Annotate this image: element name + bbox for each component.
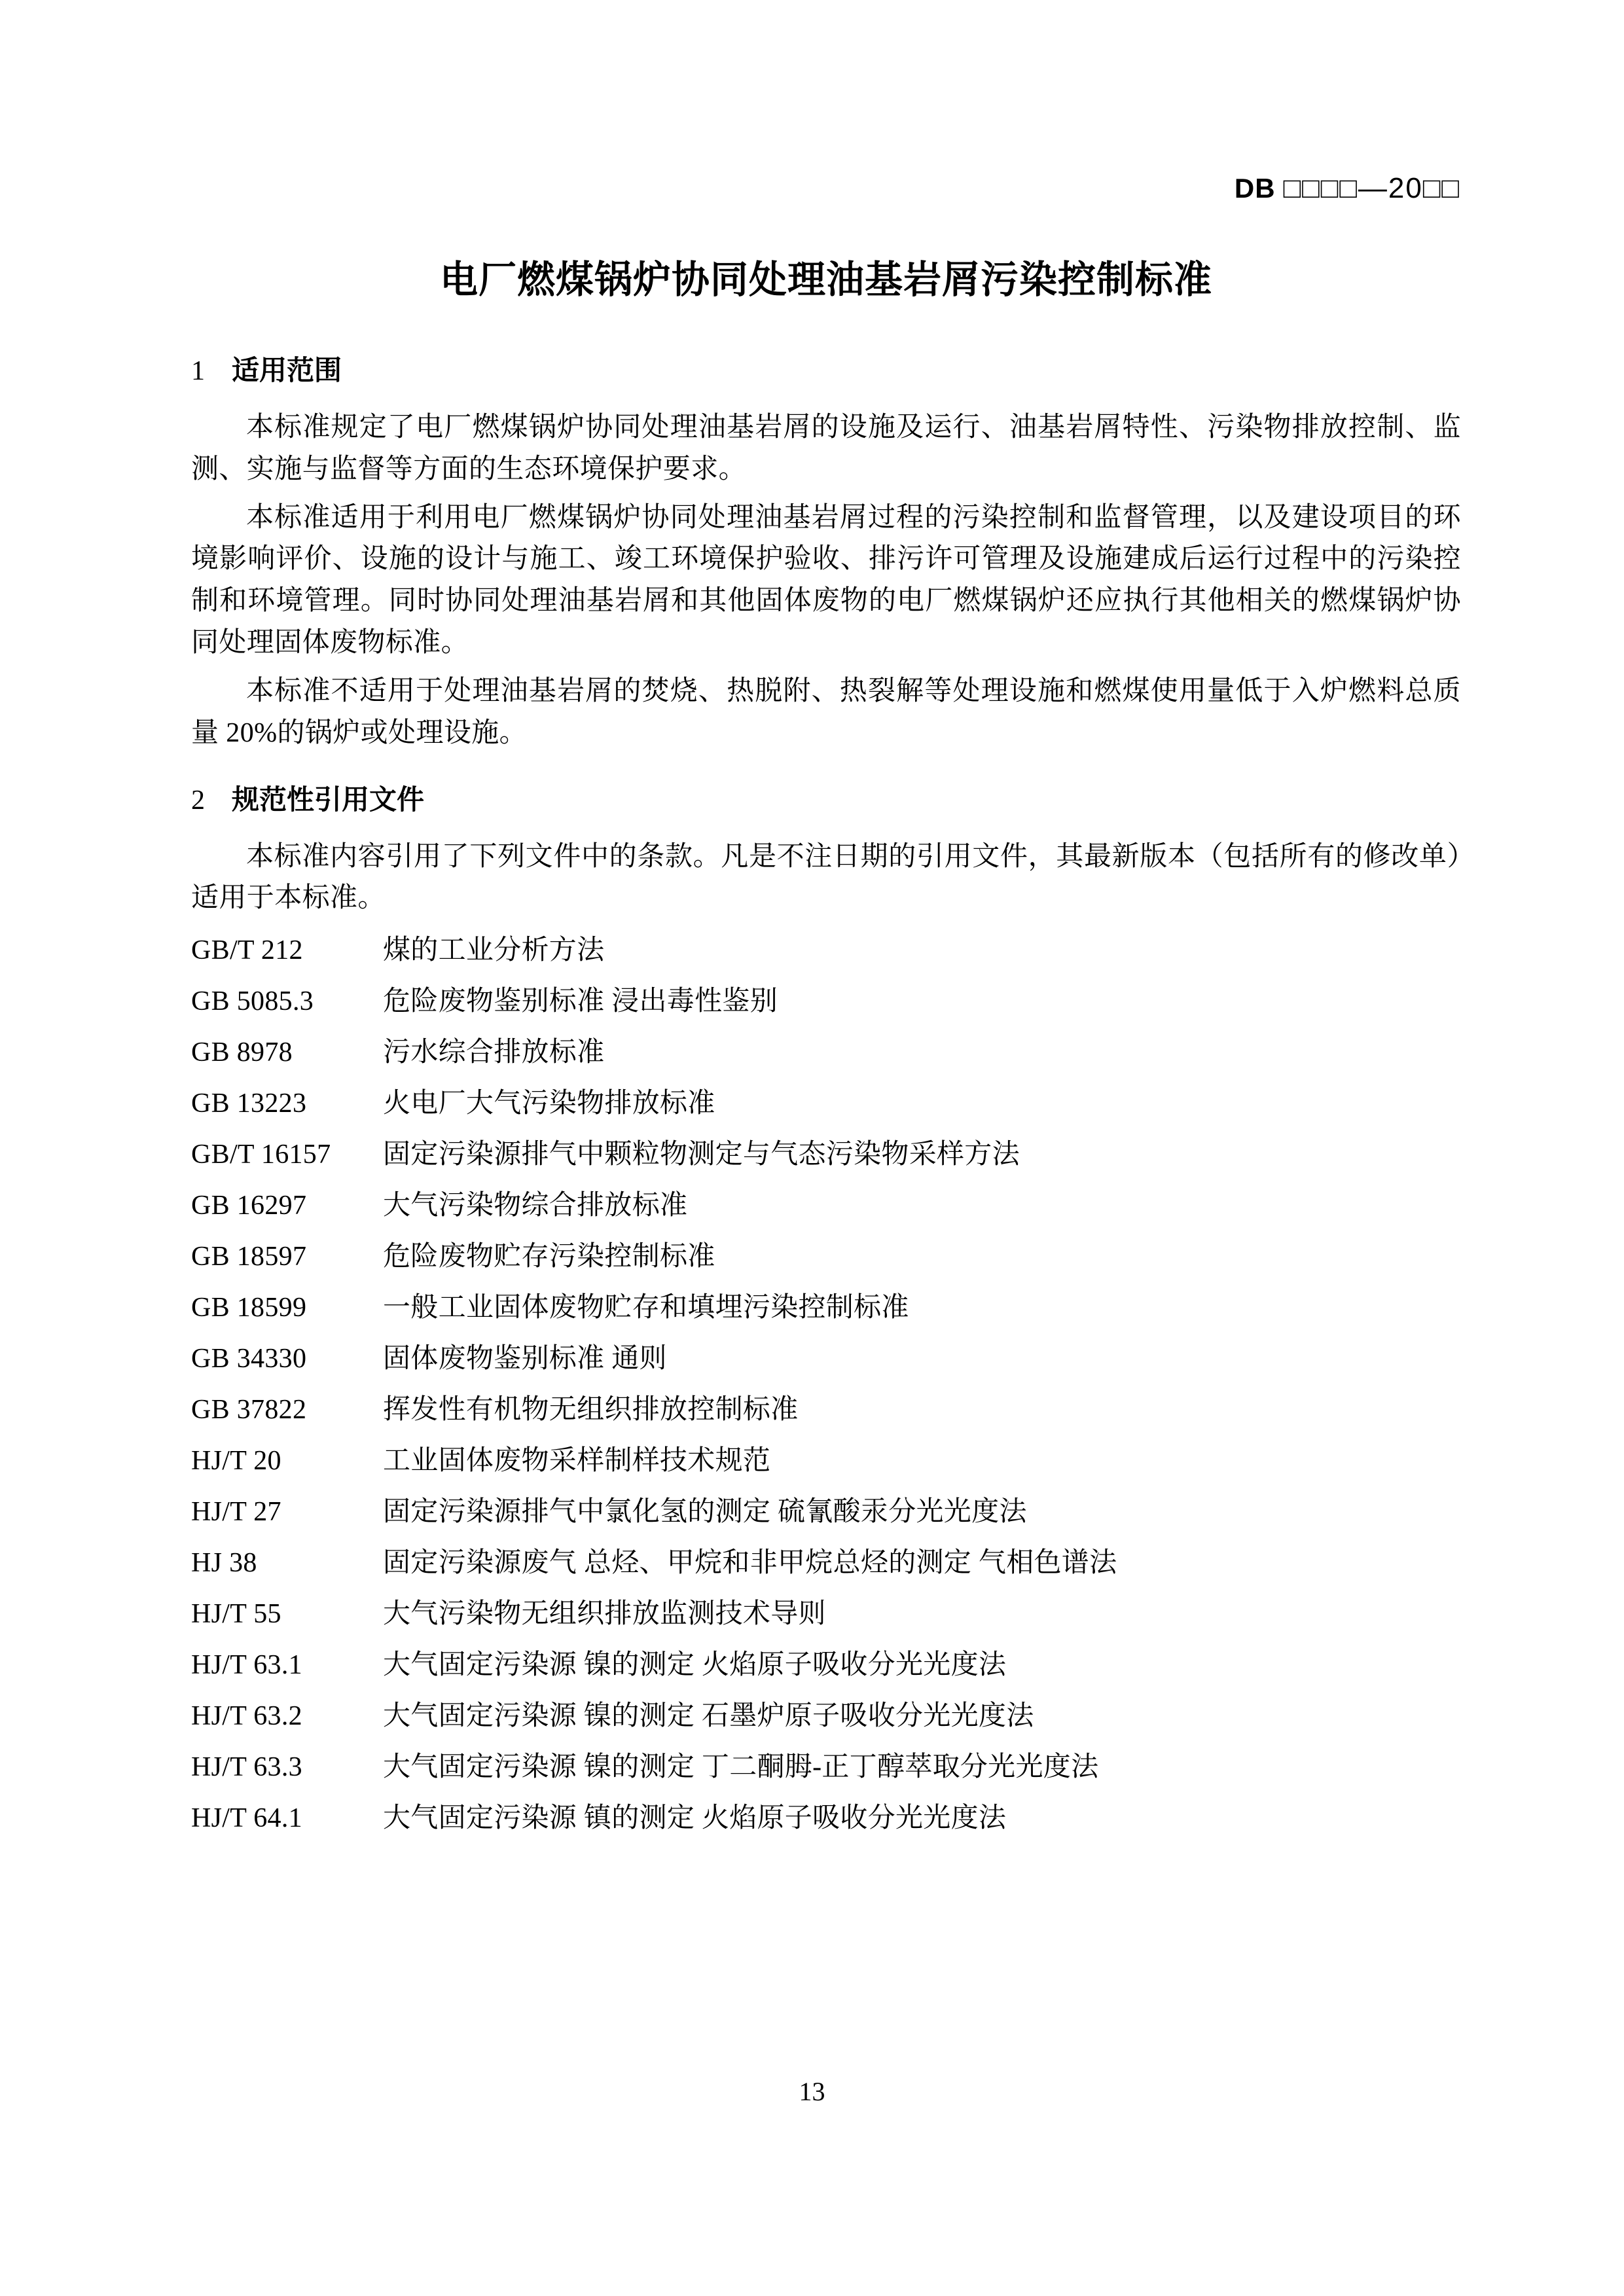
reference-code: GB 5085.3 <box>191 986 314 1017</box>
reference-title: 大气固定污染源 镍的测定 石墨炉原子吸收分光光度法 <box>383 1701 1034 1732</box>
reference-code: GB 34330 <box>191 1344 307 1374</box>
reference-title: 污水综合排放标准 <box>383 1037 605 1068</box>
reference-title: 危险废物鉴别标准 浸出毒性鉴别 <box>383 986 778 1017</box>
reference-code: HJ/T 63.2 <box>191 1701 302 1732</box>
reference-item <box>191 1090 1461 1141</box>
section-number-1: 1 <box>191 356 205 386</box>
section-heading-1 <box>191 357 1461 385</box>
reference-item <box>191 1243 1461 1294</box>
section-2-paragraph-1: 本标准内容引用了下列文件中的条款。凡是不注日期的引用文件，其最新版本（包括所有的修改单）适用于本标准。 <box>191 841 1461 914</box>
section-1-paragraph-3: 本标准不适用于处理油基岩屑的焚烧、热脱附、热裂解等处理设施和燃煤使用量低于入炉燃料总质量 20%的锅炉或处理设施。 <box>191 675 1461 748</box>
reference-title: 大气固定污染源 镍的测定 火焰原子吸收分光光度法 <box>383 1650 1007 1681</box>
reference-title: 大气固定污染源 镍的测定 丁二酮胟-正丁醇萃取分光光度法 <box>383 1752 1099 1783</box>
reference-code: GB 18597 <box>191 1242 307 1272</box>
spacer <box>191 491 1461 497</box>
reference-item <box>191 1447 1461 1498</box>
reference-code: HJ/T 20 <box>191 1446 281 1477</box>
reference-item <box>191 1141 1461 1192</box>
reference-item <box>191 1804 1461 1856</box>
reference-item <box>191 1702 1461 1753</box>
reference-code: HJ/T 27 <box>191 1497 281 1528</box>
reference-code: GB/T 16157 <box>191 1139 331 1170</box>
reference-code: HJ/T 64.1 <box>191 1803 302 1834</box>
spacer <box>191 664 1461 671</box>
page-number: 13 <box>799 2077 825 2106</box>
reference-code: GB 37822 <box>191 1395 307 1426</box>
reference-item <box>191 1396 1461 1447</box>
reference-title: 固体废物鉴别标准 通则 <box>383 1344 667 1374</box>
reference-item <box>191 1753 1461 1804</box>
reference-title: 固定污染源排气中颗粒物测定与气态污染物采样方法 <box>383 1139 1020 1170</box>
spacer <box>191 755 1461 786</box>
reference-title: 固定污染源排气中氯化氢的测定 硫氰酸汞分光光度法 <box>383 1497 1027 1528</box>
reference-item <box>191 1498 1461 1549</box>
standard-designation-header <box>191 171 1460 206</box>
section-1-paragraph-2: 本标准适用于利用电厂燃煤锅炉协同处理油基岩屑过程的污染控制和监督管理，以及建设项目的环境影响评价、设施的设计与施工、竣工环境保护验收、排污许可管理及设施建成后运行过程中的污染控制和环境管理。同时协同处理油基岩屑和其他固体废物的电厂燃煤锅炉还应执行其他相关的燃煤锅炉协同处理固体废物标准。 <box>191 502 1461 658</box>
reference-title: 大气固定污染源 镇的测定 火焰原子吸收分光光度法 <box>383 1803 1007 1834</box>
reference-item <box>191 1549 1461 1600</box>
reference-item <box>191 1294 1461 1345</box>
document-title: 电厂燃煤锅炉协同处理油基岩屑污染控制标准 <box>439 259 1212 301</box>
section-number-2: 2 <box>191 785 205 816</box>
reference-item <box>191 1600 1461 1651</box>
reference-code: GB/T 212 <box>191 935 303 966</box>
spacer <box>191 920 1461 937</box>
reference-title: 火电厂大气污染物排放标准 <box>383 1088 715 1119</box>
reference-item <box>191 988 1461 1039</box>
document-body <box>191 357 1461 1856</box>
reference-code: HJ 38 <box>191 1548 257 1579</box>
reference-item <box>191 1345 1461 1396</box>
reference-code: HJ/T 55 <box>191 1599 281 1630</box>
spacer <box>191 814 1461 836</box>
reference-title: 煤的工业分析方法 <box>383 935 605 966</box>
reference-item <box>191 1651 1461 1702</box>
reference-code: GB 16297 <box>191 1191 307 1221</box>
reference-code: GB 8978 <box>191 1037 293 1068</box>
reference-item <box>191 1192 1461 1243</box>
spacer <box>191 385 1461 407</box>
reference-title: 固定污染源废气 总烃、甲烷和非甲烷总烃的测定 气相色谱法 <box>383 1548 1117 1579</box>
section-title-1: 适用范围 <box>232 355 342 386</box>
reference-title: 大气污染物综合排放标准 <box>383 1191 688 1221</box>
reference-title: 挥发性有机物无组织排放控制标准 <box>383 1395 799 1426</box>
reference-code: HJ/T 63.1 <box>191 1650 302 1681</box>
normative-reference-list <box>191 937 1461 1856</box>
reference-code: HJ/T 63.3 <box>191 1752 302 1783</box>
reference-title: 一般工业固体废物贮存和填埋污染控制标准 <box>383 1293 909 1323</box>
standard-prefix: DB <box>1234 173 1276 204</box>
standard-code: □□□□—20□□ <box>1283 172 1460 204</box>
section-1-paragraph-1: 本标准规定了电厂燃煤锅炉协同处理油基岩屑的设施及运行、油基岩屑特性、污染物排放控制、监测、实施与监督等方面的生态环境保护要求。 <box>191 412 1461 484</box>
reference-code: GB 18599 <box>191 1293 307 1323</box>
reference-title: 工业固体废物采样制样技术规范 <box>383 1446 771 1477</box>
reference-title: 危险废物贮存污染控制标准 <box>383 1242 715 1272</box>
reference-item <box>191 937 1461 988</box>
reference-code: GB 13223 <box>191 1088 307 1119</box>
reference-item <box>191 1039 1461 1090</box>
section-heading-2 <box>191 783 1461 816</box>
reference-title: 大气污染物无组织排放监测技术导则 <box>383 1599 826 1630</box>
section-title-2: 规范性引用文件 <box>232 783 425 815</box>
